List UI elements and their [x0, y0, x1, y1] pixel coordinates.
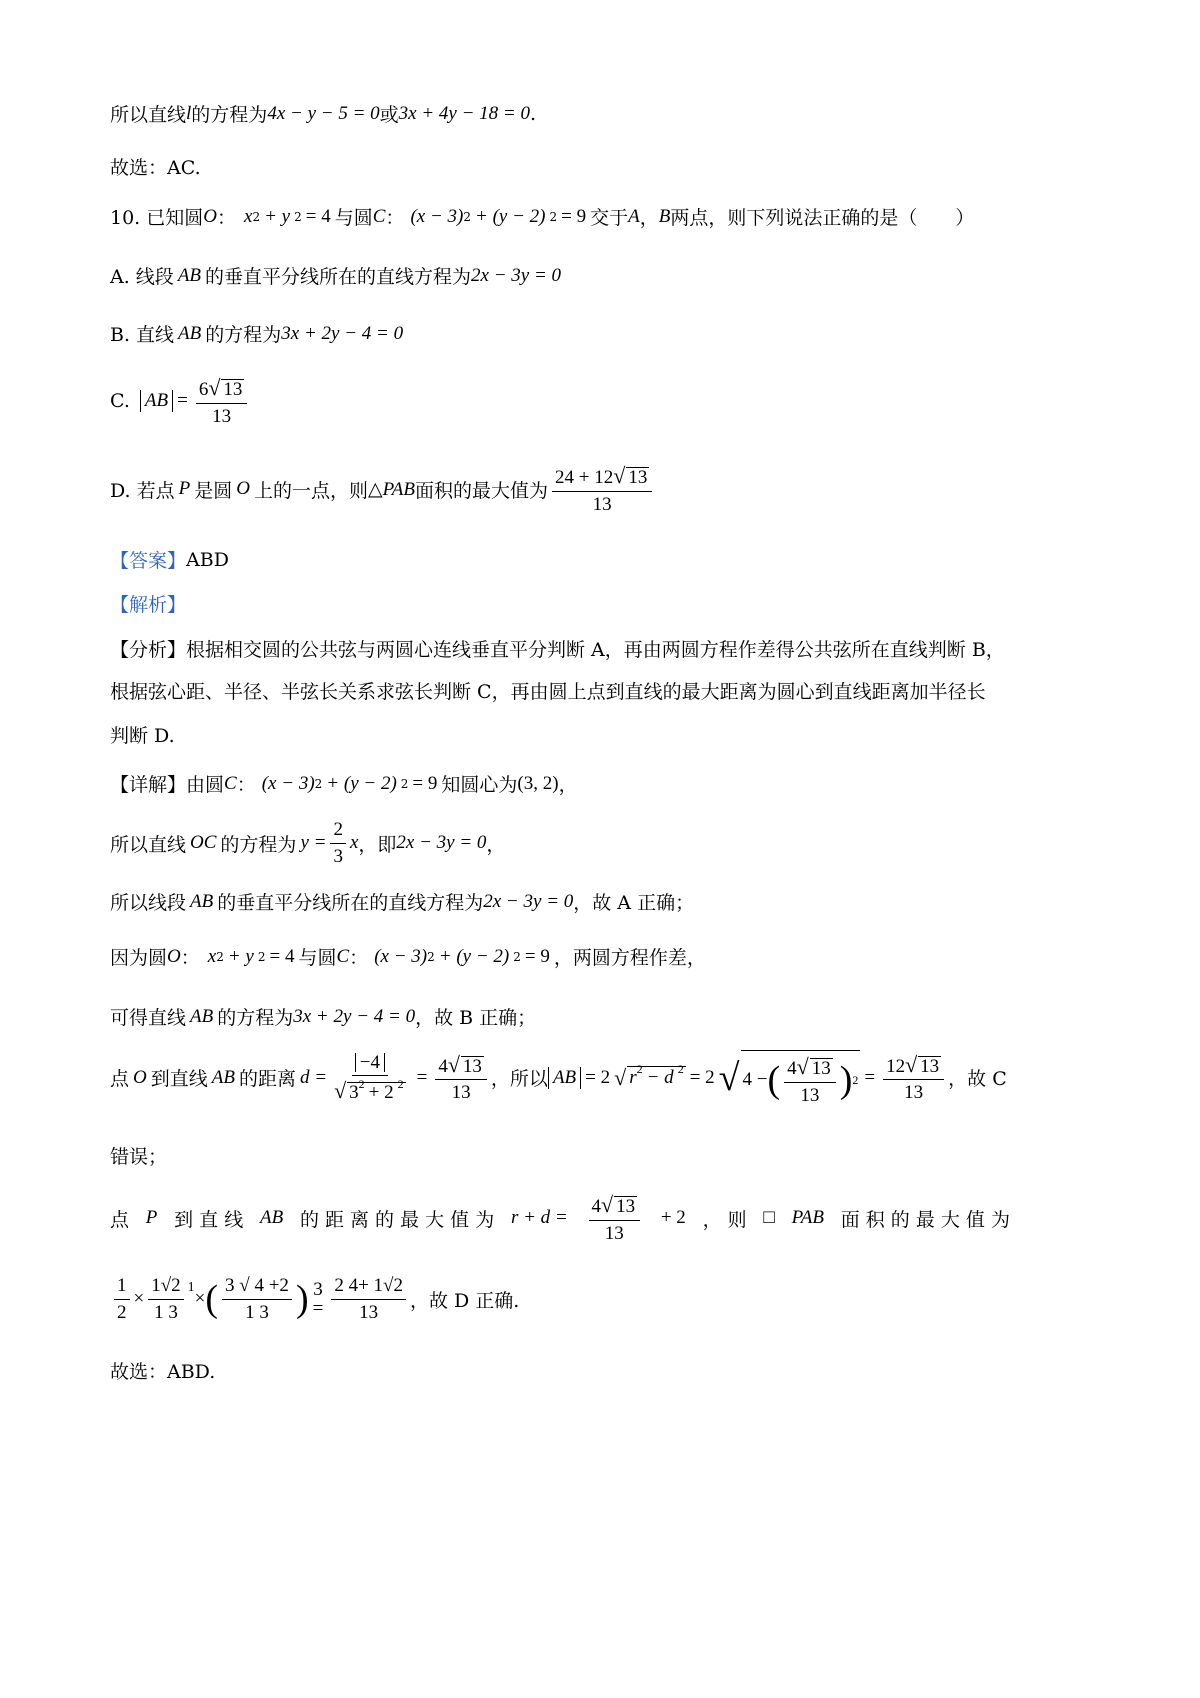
text: ： [236, 774, 256, 796]
numerator: 6√ 13 [196, 376, 248, 404]
radicand: 13 [223, 379, 243, 400]
text: 面积的最大值为 [415, 479, 549, 502]
text: . [530, 102, 537, 125]
final-answer: 故选：ABD. [110, 1361, 216, 1383]
fraction [148, 1276, 183, 1323]
var-l: l [186, 102, 192, 124]
eq-part: = 4 [305, 205, 331, 227]
eq-sign: = [312, 1298, 324, 1320]
numerator: 4√ 13 [784, 1055, 836, 1083]
numerator: 3 √ 4 +2 [222, 1276, 292, 1300]
text: 与圆 [334, 207, 373, 229]
fraction [784, 1055, 836, 1106]
text: ，所以 [490, 1068, 548, 1091]
text: C. [110, 390, 130, 413]
radicand: 13 [628, 467, 648, 488]
fraction [196, 376, 248, 427]
text: ： [349, 947, 369, 969]
text: 上的一点，则 [254, 479, 369, 502]
eq-part: x [349, 832, 359, 854]
exp-2: 2 [358, 1077, 365, 1092]
eq-part: = 2 [689, 1066, 715, 1088]
eq-part: = 4 [269, 945, 295, 967]
var-AB: AB [190, 1005, 214, 1027]
fraction [222, 1276, 292, 1323]
equation: 2x − 3y = 0 [396, 832, 487, 854]
fraction [589, 1193, 641, 1244]
denominator: 13 [212, 405, 232, 427]
text: 的方程为 [205, 324, 282, 346]
fraction [331, 1053, 409, 1104]
exp-2: 2 [636, 1062, 643, 1077]
eq-part: (x − 3) [374, 945, 428, 967]
text: ，故 D 正确. [409, 1289, 520, 1312]
text: 的垂直平分线所在的直线方程为 [217, 892, 484, 914]
numerator: 2 [330, 820, 346, 844]
var-AB: AB [177, 264, 202, 286]
denominator: 13 [904, 1082, 924, 1104]
text: 面 积 的 最 大 值 为 [840, 1208, 1010, 1231]
option-d [110, 464, 656, 515]
text: ： [180, 947, 200, 969]
var-O: O [133, 1066, 147, 1088]
detail-tag: 【详解】 [110, 774, 187, 796]
numerator [352, 1053, 388, 1077]
var-C: C [336, 945, 350, 967]
numerator: 1√2 [148, 1276, 183, 1300]
big-radicand: 4 − ( $\frac{4√ 13}{13}$ ) 2 [741, 1050, 861, 1106]
denominator: 13 [451, 1082, 471, 1104]
text: 或 [379, 104, 399, 126]
text: 的垂直平分线所在的直线方程为 [205, 266, 472, 288]
detail-step-6: 点 O 到直线 AB 的距离 d = $\frac{-4}{√ 3^2 + 2 ^2}$ = $\frac{4√ 13}{13}$ ，所以 AB = 2 √ $r^2 - d$ $^2$ = 2 √ 4 − ( $\frac{4√ 13}{13}$ ) 2 = $\frac{12√ 13}{13}$ ，故 C [110, 1051, 1007, 1106]
denominator: 1 3 [154, 1301, 178, 1323]
fraction [435, 1053, 487, 1104]
triangle-PAB: △PAB [368, 478, 415, 500]
detail-step-8: $\frac{1}{2}$ × $\frac{1√2}{1 3}$ 1 × ( $\frac{3 √ 4 +2}{1 3}$ ) 3 = $\frac{2 4+ 1√2}{13}$ ，故 D 正确. [110, 1276, 519, 1323]
text: ： [385, 207, 405, 229]
text: D. 若点 [110, 479, 175, 502]
garbled-digit: 3 [313, 1279, 323, 1301]
num: 4 [591, 1196, 602, 1217]
text: 的方程为 [220, 833, 297, 856]
text: 因为圆 [110, 947, 168, 969]
analysis-tag: 【解析】 [110, 594, 187, 616]
answer-value: ABD [186, 548, 229, 571]
detail-step-4: 因为圆 O ： x 2 + y 2 = 4 与圆 C ： (x − 3) 2 + (y − 2) 2 = 9 ，两圆方程作差， [110, 943, 706, 970]
text: 的方程为 [217, 1007, 294, 1029]
eq-part: = 9 [412, 772, 438, 794]
equation: 2x − 3y = 0 [483, 890, 574, 912]
eq-part: 4 − [742, 1069, 768, 1091]
text: 10. 已知圆 [110, 207, 204, 229]
times-sign: × [194, 1288, 206, 1310]
numerator: 12√ 13 [883, 1053, 944, 1081]
num: 12 [886, 1055, 906, 1077]
text: 点 [110, 1208, 130, 1231]
eq-part: + (y − 2) [438, 945, 510, 967]
equation: 4x − y − 5 = 0 [267, 102, 380, 124]
detail-step-2 [110, 820, 505, 867]
text: 所以线段 [110, 892, 187, 914]
denominator: 13 [359, 1301, 379, 1323]
detail-step-6-tail: 错误； [110, 1146, 168, 1168]
text: 的方程为 [191, 104, 268, 126]
eq-sign: = [864, 1066, 876, 1088]
text: 根据相交圆的公共弦与两圆心连线垂直平分判断 A，再由两圆方程作差得公共弦所在直线判断 B， [186, 639, 1005, 661]
fraction [883, 1053, 944, 1104]
fenxi-line-3: 判断 D. [110, 725, 175, 747]
exp-2: 2 [397, 1077, 404, 1092]
fenxi-line-2: 根据弦心距、半径、半弦长关系求弦长判断 C，再由圆上点到直线的最大距离为圆心到直线距离加半径长 [110, 681, 986, 703]
numerator: 2 4+ 1√2 [331, 1276, 406, 1300]
text: ，故 B 正确； [415, 1007, 537, 1029]
detail-step-3 [110, 888, 694, 915]
var-C: C [224, 772, 237, 794]
abs-value: −4 [355, 1053, 385, 1073]
eq-part: d = [300, 1066, 328, 1088]
text: ， [486, 833, 506, 856]
text: 到 直 线 [174, 1208, 244, 1231]
text: 所以直线 [110, 833, 187, 856]
var-A: A [628, 205, 640, 227]
denominator: 1 3 [245, 1301, 269, 1323]
eq-part: = 9 [561, 205, 587, 227]
var-O: O [203, 205, 217, 227]
eq-part: + (y − 2) [326, 772, 397, 794]
question-10-stem: 10. 已知圆 O ： x 2 + y 2 = 4 与圆 C ： (x − 3) 2 + (y − 2) 2 = 9 交于 A ， B 两点，则下列说法正确的是（ ） [110, 203, 974, 230]
text: 是圆 [194, 479, 233, 502]
garbled-digit: 1 [187, 1280, 195, 1296]
var-AB: AB [259, 1207, 284, 1229]
eq-part: = 2 [585, 1066, 611, 1088]
text: 所以直线 [110, 104, 187, 126]
denominator: √ $3^2 + 2$ $^2$ [334, 1077, 404, 1104]
eq-part: + 2 [660, 1207, 686, 1229]
missing-glyph: □ [763, 1207, 775, 1229]
fenxi-line-1 [110, 635, 1005, 662]
var-OC: OC [190, 832, 217, 854]
radicand: 13 [920, 1055, 940, 1077]
eq-part: (x − 3) [410, 205, 464, 227]
option-b [110, 320, 403, 347]
eq-part: + (y − 2) [475, 205, 546, 227]
answer-line [110, 546, 229, 573]
var-r: r [629, 1067, 637, 1089]
text: ， 则 [702, 1208, 747, 1231]
var-O: O [167, 945, 181, 967]
text: ，故 A 正确； [573, 892, 695, 914]
text: 由圆 [186, 774, 225, 796]
denominator: 3 [333, 845, 343, 867]
equation: 3x + 2y − 4 = 0 [281, 322, 404, 344]
var-AB: AB [178, 322, 202, 344]
radicand: 13 [811, 1058, 831, 1079]
numerator: 24 + 12√ 13 [552, 464, 652, 492]
numerator: 4√ 13 [589, 1193, 641, 1221]
radicand: 13 [616, 1196, 636, 1217]
var-AB: AB [190, 890, 214, 912]
num: + 2 [368, 1082, 394, 1104]
abs-AB: AB [548, 1067, 581, 1089]
fenxi-tag: 【分析】 [110, 639, 187, 661]
text: ，两圆方程作差， [553, 947, 706, 969]
var-AB: AB [211, 1066, 235, 1088]
eq-part: (x − 3) [261, 772, 315, 794]
detail-step-1: 【详解】 由圆 C ： (x − 3) 2 + (y − 2) 2 = 9 知圆心为 (3, 2) ， [110, 770, 578, 797]
var-O: O [236, 478, 250, 500]
prev-conclusion [110, 100, 536, 127]
text: ， [639, 207, 659, 229]
denominator: 13 [800, 1084, 820, 1106]
var-B: B [658, 205, 671, 227]
abs-AB: AB [140, 390, 173, 412]
eq-part: r + d = [510, 1207, 568, 1229]
numerator: 1 [114, 1276, 130, 1300]
denominator: 2 [117, 1301, 127, 1323]
eq-part: x [207, 945, 217, 967]
text: 点 [110, 1068, 130, 1091]
exp-2: 2 [677, 1062, 684, 1077]
var-P: P [145, 1207, 158, 1229]
text: ， [558, 774, 578, 796]
answer-tag: 【答案】 [110, 550, 187, 572]
var-C: C [372, 205, 386, 227]
text: 交于 [590, 207, 629, 229]
eq-sign: = [177, 390, 188, 412]
equation: 3x + 4y − 18 = 0 [398, 102, 531, 124]
text: ，即 [358, 833, 397, 856]
fraction [114, 1276, 130, 1323]
var-d: − d [646, 1067, 674, 1089]
detail-step-7 [110, 1193, 1010, 1244]
fraction [552, 464, 652, 515]
text: 的距离 [238, 1068, 296, 1091]
eq-part: + y [227, 945, 254, 967]
detail-step-5 [110, 1003, 536, 1030]
prev-answer: 故选：AC. [110, 157, 201, 179]
text: ： [217, 207, 237, 229]
text: 可得直线 [110, 1007, 187, 1029]
option-a [110, 262, 561, 289]
garbled-eq [313, 1280, 324, 1318]
text: 两点，则下列说法正确的是（ ） [670, 207, 975, 229]
eq-part: = 9 [524, 945, 550, 967]
text: 的 距 离 的 最 大 值 为 [299, 1208, 495, 1231]
option-c [110, 376, 251, 427]
text: 到直线 [150, 1068, 208, 1091]
numerator: 4√ 13 [435, 1053, 487, 1081]
text: B. 直线 [110, 324, 175, 346]
num: 24 + 12 [555, 467, 614, 488]
num: 4 [787, 1058, 797, 1079]
num: 6 [198, 379, 209, 400]
text: ，故 C [948, 1068, 1007, 1091]
var-P: P [178, 478, 191, 500]
times-sign: × [133, 1288, 145, 1310]
text: 知圆心为 [441, 774, 518, 796]
text: 与圆 [298, 947, 337, 969]
denominator: 13 [604, 1222, 624, 1244]
point: (3, 2) [517, 772, 559, 794]
num: 4 [438, 1055, 448, 1077]
equation: 3x + 2y − 4 = 0 [293, 1005, 416, 1027]
text: A. 线段 [110, 266, 174, 288]
fraction [330, 820, 346, 867]
eq-part: x [244, 205, 253, 227]
radicand: 13 [462, 1055, 482, 1077]
denominator: 13 [592, 493, 612, 515]
eq-part: y = [300, 832, 327, 854]
eq-part: + y [264, 205, 291, 227]
num: 3 [349, 1082, 359, 1104]
var-PAB: PAB [791, 1207, 824, 1229]
eq-sign: = [416, 1066, 428, 1088]
fraction [331, 1276, 406, 1323]
equation: 2x − 3y = 0 [471, 264, 562, 286]
